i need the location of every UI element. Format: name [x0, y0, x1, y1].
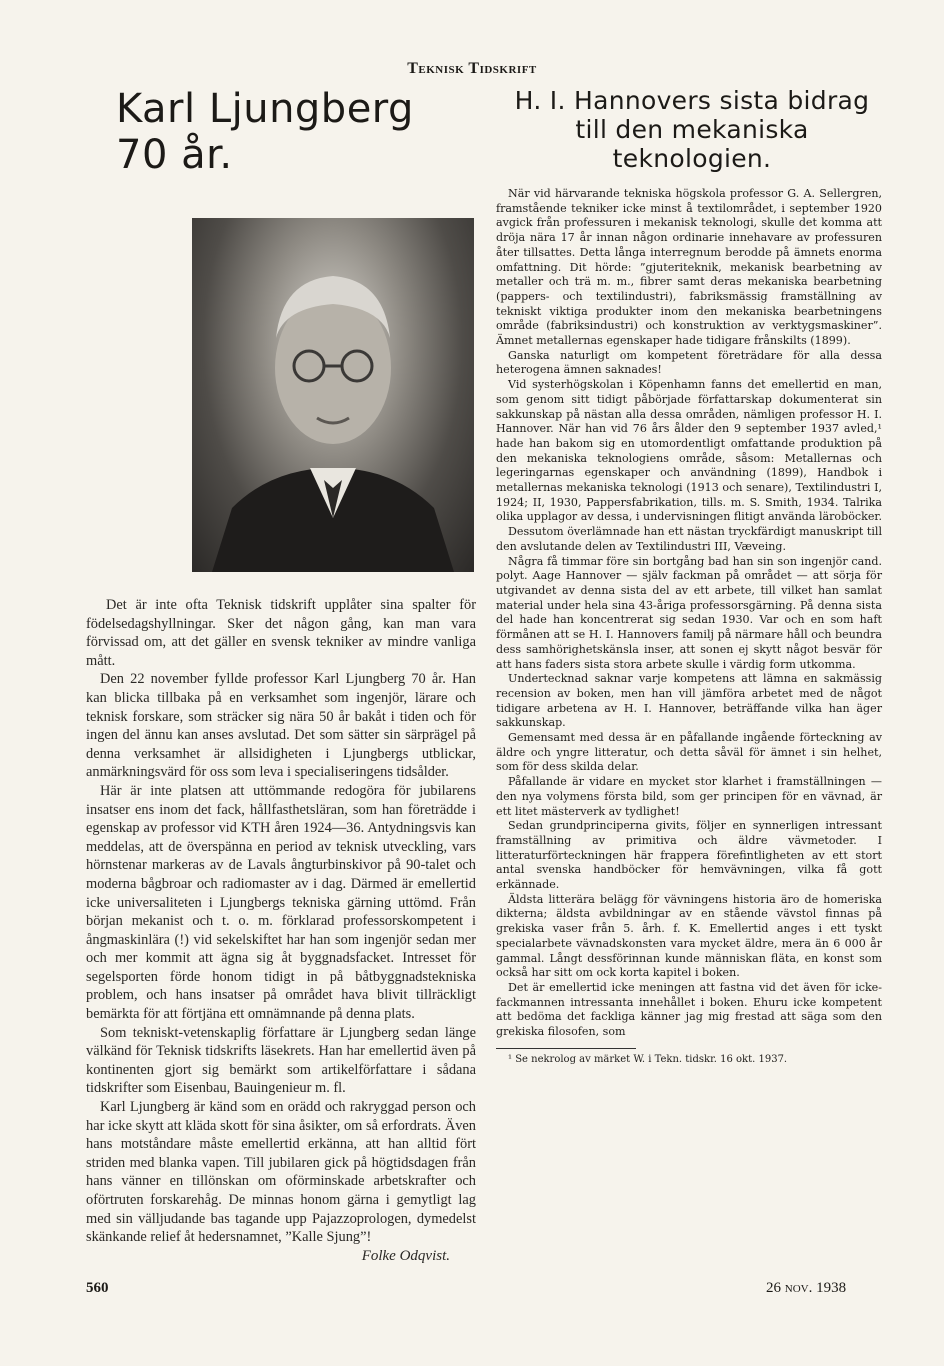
right-paragraph: Ganska naturligt om kompetent företrädare för alla dessa heterogena ämnen saknades!	[496, 348, 882, 377]
issue-date: 26 nov. 1938	[766, 1280, 847, 1296]
left-paragraph: Den 22 november fyllde professor Karl Ljungberg 70 år. Han kan blicka tillbaka på en verksamhet som ingenjör, lärare och teknisk forskare, som sträcker sig nära 50 år bakåt i tiden och för ingen del ännu kan anses avslutad. Det som sätter sin särprägel på denna verksamhet är allsidigheten i Ljungbergs utblickar, anmärkningsvärd för oss som leva i specialiseringens tidsålder.	[86, 671, 476, 781]
right-paragraph: Det är emellertid icke meningen att fastna vid det även för icke-fackmannen intressanta innehållet i boken. Ehuru icke kompetent att bedöma det fackliga känner jag mig frestad att säga som den grekiska filosofen, som	[496, 980, 882, 1039]
left-article-title: Karl Ljungberg 70 år.	[116, 86, 414, 178]
masthead: Teknisk Tidskrift	[407, 60, 537, 77]
right-column	[496, 86, 882, 1066]
left-paragraph: Karl Ljungberg är känd som en orädd och rakryggad person och har icke skytt att kläda skott för sina åsikter, om så erfordrats. Även hans motståndare måste emellertid erkänna, att han alltid fört striden med blanka vapen. Till jubilaren gick på högtidsdagen från hans vänner en tillönskan om oförminskade arbetskrafter och oförtruten forskarehåg. De minnas honom gärna i gemytligt lag med sin välljudande bas tagande upp Pajazzoprologen, dymedelst skänkande relief åt hedersnamnet, ”Kalle Sjung”!	[86, 1099, 476, 1246]
right-article-title: H. I. Hannovers sista bidrag till den mekaniska teknologien.	[514, 86, 870, 173]
footnote-divider	[496, 1048, 636, 1049]
right-paragraph: Sedan grundprinciperna givits, följer en synnerligen intressant framställning av primitiva och äldre vävmetoder. I litteraturförteckningen här frappera förefintligheten av ett stort antal svenska handböcker för hemvävningen, vilka få gott erkännade.	[496, 819, 882, 892]
left-column	[86, 86, 476, 1265]
left-article-body	[86, 596, 476, 1265]
left-paragraph: Här är inte platsen att uttömmande redogöra för jubilarens insatser ens inom det fack, hållfasthetsläran, som han företrädde i egenskap av professor vid KTH åren 1924—36. Antydningsvis kan meddelas, att de överspänna en period av teknisk utveckling, vars hörnstenar markeras av de Lavals ångturbinskivor på 90-talet och moderna bågbroar och radiomaster av i dag. Därmed är emellertid icke universaliteten i Ljungbergs tekniska gärning uttömd. Från början mekanist och t. o. m. förklarad professorskompetent i ångmaskinlära (!) vid sekelskiftet har han som ingenjör sedan mer och mer kommit att ägna sig åt byggnadsfacket. Intresset för segelsporten förde honom tidigt in på båtbyggnadstekniska problem, och hans insatser på området hava blivit tillräckligt bemärkta för att förtjäna ett omnämnande på denna plats.	[86, 782, 476, 1023]
footnote: ¹ Se nekrolog av märket W. i Tekn. tidskr. 16 okt. 1937.	[508, 1053, 788, 1065]
portrait-figure	[192, 218, 474, 572]
right-paragraph: Äldsta litterära belägg för vävningens historia äro de homeriska dikterna; äldsta avbildningar av en stående vävstol finnas på grekiska vaser från 5. årh. f. K. Emellertid anges i ett tyskt specialarbete vävnadskonsten vara mycket äldre, mera än 6 000 år gammal. Långt dessförinnan kunde människan fläta, en konst som också har sitt om ock korta kapitel i boken.	[496, 892, 882, 980]
right-paragraph: Dessutom överlämnade han ett nästan tryckfärdigt manuskript till den avslutande delen av Textilindustri III, Væveing.	[496, 525, 882, 553]
portrait-photo	[192, 218, 474, 572]
left-paragraph: Som tekniskt-vetenskaplig författare är Ljungberg sedan länge välkänd för Teknisk tidskrifts läsekrets. Han har emellertid även på kontinenten gjort sig bemärkt som artikelförfattare i sådana tidskrifter som Eisenbau, Bauingenieur m. fl.	[86, 1024, 476, 1097]
right-paragraph: När vid härvarande tekniska högskola professor G. A. Sellergren, framstående tekniker icke minst å textilområdet, i september 1920 avgick från professuren i mekanisk teknologi, skulle det komma att dröja nära 17 år innan någon ordinarie innehavare av professuren åter tillsattes. Detta långa interregnum berodde på ämnets enorma omfattning. Dit hörde: ”gjuteriteknik, mekanisk bearbetning av metaller och trä m. m., fibrer samt deras mekaniska bearbetning (pappers- och textilindustri), fabriksmässig framställning av tekniskt viktiga produkter inom den mekaniska bearbetningens område (fabriksindustri) och konstruktion av verktygsmaskiner”. Ämnet metallernas egenskaper hade tidigare frånskilts (1899).	[496, 187, 882, 348]
right-paragraph: Vid systerhögskolan i Köpenhamn fanns det emellertid en man, som genom sitt tidigt påbörjade författarskap dokumenterat sin sakkunskap på nästan alla dessa områden, nämligen professor H. I. Hannover. När han vid 76 års ålder den 9 september 1937 avled,¹ hade han bakom sig en utomordentligt omfattande produktion på den mekaniska teknologiens område, såsom: Metallernas och legeringarnas egenskaper och användning (1899), Handbok i metallernas mekaniska teknologi (1913 och senare), Textilindustri I, 1924; II, 1930, Pappersfabrikation, tills. m. S. Smith, 1934. Talrika olika upplagor av dessa, i undervisningen flitigt använda läroböcker.	[496, 378, 883, 524]
author-signature: Folke Odqvist.	[361, 1247, 450, 1264]
page-number: 560	[86, 1280, 109, 1296]
left-paragraph: Det är inte ofta Teknisk tidskrift upplåter sina spalter för födelsedagshyllningar. Sker det någon gång, kan man vara förvissad om, att det gäller en svensk tekniker av mindre vanliga mått.	[86, 597, 476, 669]
right-article-body	[496, 187, 882, 1066]
right-paragraph: Gemensamt med dessa är en påfallande ingående förteckning av äldre och yngre litteratur, och detta såväl för ämnet i sin helhet, som för dess skilda delar.	[496, 731, 882, 774]
right-paragraph: Påfallande är vidare en mycket stor klarhet i framställningen — den nya volymens första bild, som ger principen för en vävnad, är ett litet mästerverk av tydlighet!	[496, 775, 882, 818]
right-paragraph: Några få timmar före sin bortgång bad han sin son ingenjör cand. polyt. Aage Hannover — själv fackman på området — att sörja för utgivandet av denna sista del av ett arbete, till vilket han samlat material under hela sina 43-åriga professorsgärning. På denna sista del hade han koncentrerat sig sedan 1930. Var och en som haft förmånen att se H. I. Hannovers familj på närmare håll och beundra dess samhörighetskänsla inser, att sonen ej skytt något besvär för att hans faders sista stora arbete skulle i värdig form utkomma.	[496, 554, 882, 671]
right-paragraph: Undertecknad saknar varje kompetens att lämna en sakmässig recension av boken, men han vill jämföra arbetet med de något tidigare arbetena av H. I. Hannover, beträffande vilka han äger sakkunskap.	[496, 672, 882, 730]
